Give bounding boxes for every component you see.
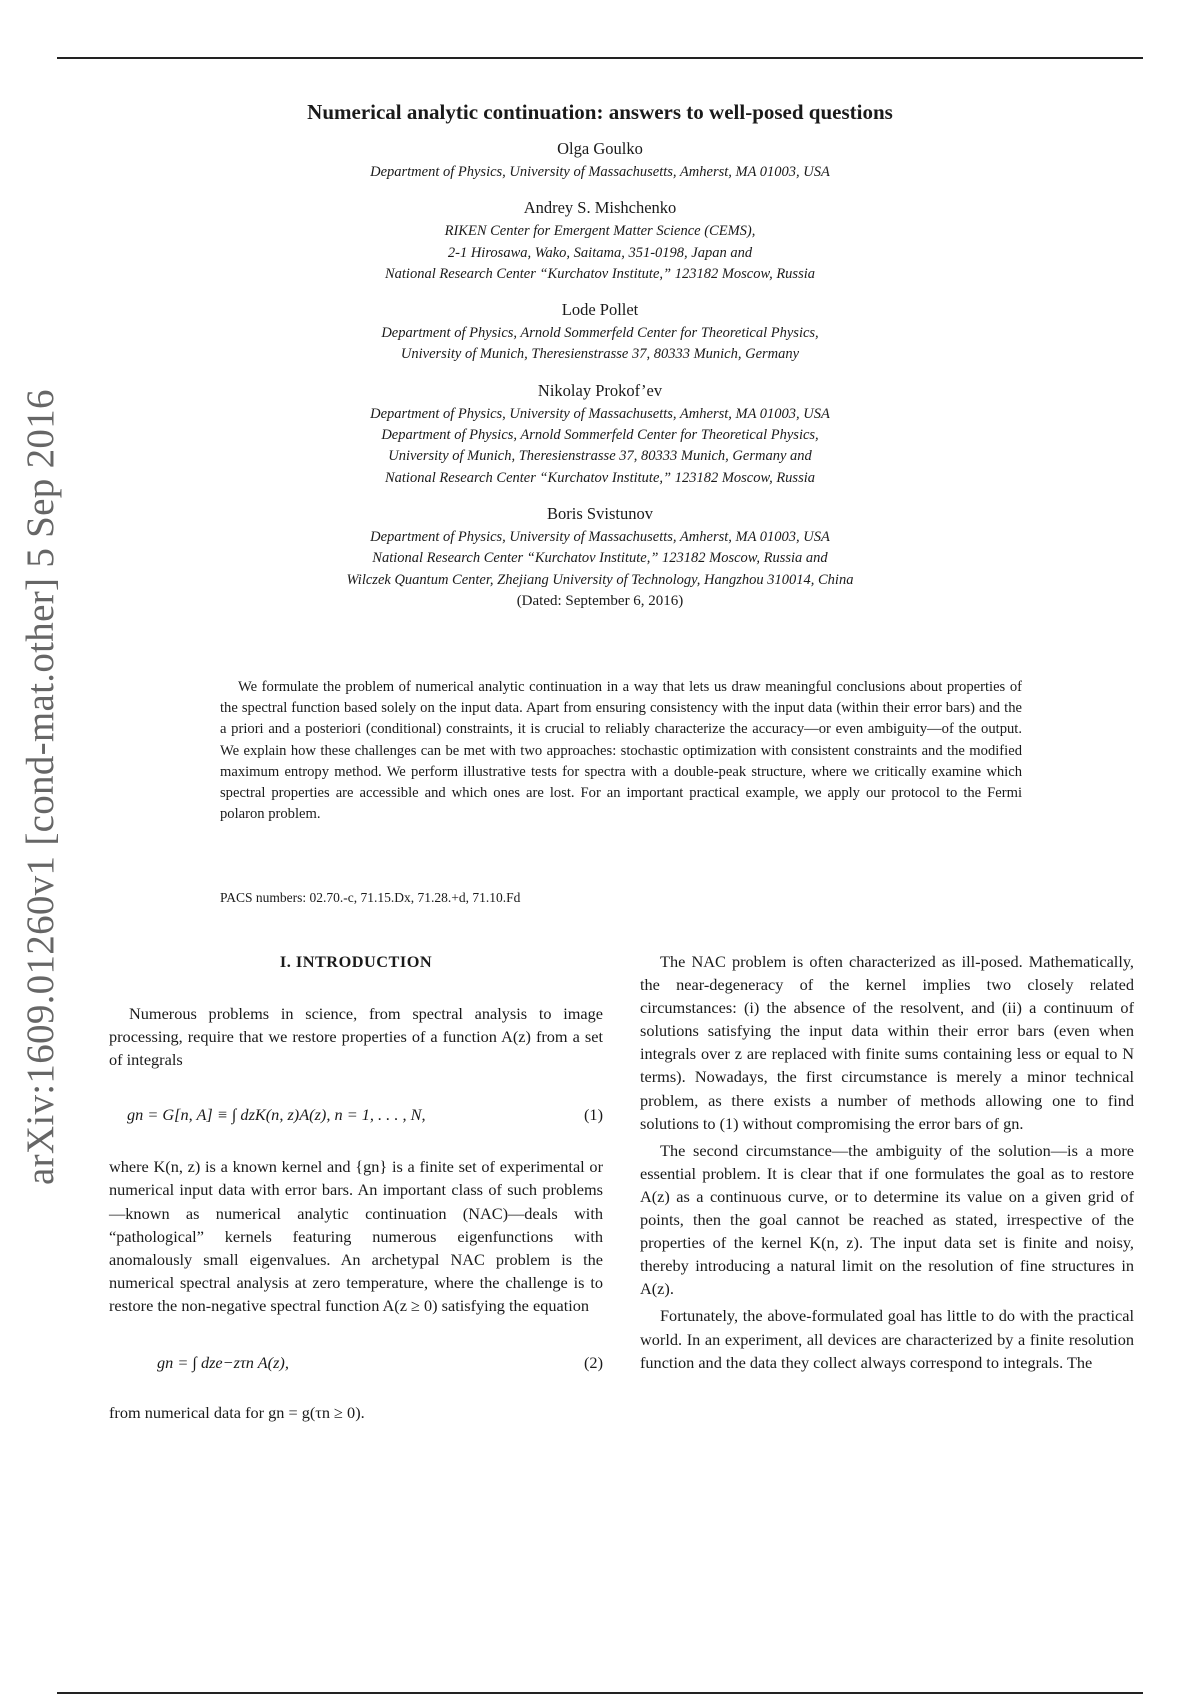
author-affiliation: Department of Physics, University of Massachusetts, Amherst, MA 01003, USA bbox=[370, 528, 830, 545]
front-matter bbox=[150, 100, 1050, 612]
author-affiliation: Department of Physics, University of Massachusetts, Amherst, MA 01003, USA bbox=[370, 164, 830, 180]
date-line: (Dated: September 6, 2016) bbox=[516, 592, 684, 609]
paper-title: Numerical analytic continuation: answers to well-posed questions bbox=[307, 100, 893, 124]
author-name: Nikolay Prokof’ev bbox=[537, 380, 663, 400]
intro-paragraph-right-3: Fortunately, the above-formulated goal has little to do with the practical world. In an experiment, all devices are characterized by a finite resolution function and the data they collect always correspond to integrals. The bbox=[640, 1306, 1134, 1372]
author-affiliation: RIKEN Center for Emergent Matter Science (CEMS), bbox=[444, 223, 756, 240]
author-block bbox=[150, 299, 1050, 366]
author-block bbox=[150, 197, 1050, 285]
author-name: Boris Svistunov bbox=[547, 503, 653, 523]
author-affiliation: Department of Physics, University of Massachusetts, Amherst, MA 01003, USA bbox=[370, 405, 830, 422]
bottom-rule bbox=[57, 1692, 1143, 1694]
author-affiliation: University of Munich, Theresienstrasse 37, 80333 Munich, Germany bbox=[400, 346, 800, 363]
pacs-numbers: PACS numbers: 02.70.-c, 71.15.Dx, 71.28.+d, 71.10.Fd bbox=[220, 890, 521, 905]
equation-1-body: gn = G[n, A] ≡ ∫ dzK(n, z)A(z), n = 1, . . . , N, bbox=[127, 1105, 426, 1125]
left-column bbox=[109, 950, 603, 1424]
author-affiliation: National Research Center “Kurchatov Institute,” 123182 Moscow, Russia bbox=[384, 469, 815, 486]
intro-paragraph-right-2: The second circumstance—the ambiguity of the solution—is a more essential problem. It is clear that if one formulates the goal as to restore A(z) as a continuous curve, or to determine its value on a given grid of points, then the goal cannot be reached as stated, irrespective of the properties of the kernel K(n, z). The input data set is finite and noisy, thereby introducing a natural limit on the resolution of fine structures in A(z). bbox=[640, 1140, 1134, 1299]
author-name: Olga Goulko bbox=[557, 139, 643, 158]
intro-paragraph-3: from numerical data for gn = g(τn ≥ 0). bbox=[109, 1403, 365, 1423]
equation-1 bbox=[109, 1085, 603, 1145]
author-block bbox=[150, 380, 1050, 489]
author-affiliation: National Research Center “Kurchatov Institute,” 123182 Moscow, Russia bbox=[384, 265, 815, 282]
intro-paragraph-2: where K(n, z) is a known kernel and {gn} is a finite set of experimental or numerical input data with error bars. An important class of such problems—known as numerical analytic continuation (NAC)—deals with “pathological” kernels featuring numerous eigenfunctions with anomalously small eigenvalues. An archetypal NAC problem is the numerical spectral analysis at zero temperature, where the challenge is to restore the non-negative spectral function A(z ≥ 0) satisfying the equation bbox=[109, 1157, 603, 1315]
author-name: Lode Pollet bbox=[561, 300, 639, 320]
arxiv-identifier: arXiv:1609.01260v1 [cond-mat.other] 5 Sep 2016 bbox=[19, 389, 62, 1185]
intro-paragraph-1: Numerous problems in science, from spectral analysis to image processing, require that we restore properties of a function A(z) from a set of integrals bbox=[109, 1004, 603, 1070]
author-block bbox=[150, 503, 1050, 591]
author-affiliation: Department of Physics, Arnold Sommerfeld Center for Theoretical Physics, bbox=[381, 325, 819, 342]
author-affiliation: University of Munich, Theresienstrasse 37, 80333 Munich, Germany and bbox=[388, 448, 812, 465]
equation-1-number: (1) bbox=[584, 1105, 603, 1125]
section-heading-introduction: I. INTRODUCTION bbox=[279, 952, 433, 971]
equation-2-number: (2) bbox=[584, 1353, 603, 1373]
author-affiliation: National Research Center “Kurchatov Institute,” 123182 Moscow, Russia and bbox=[372, 550, 828, 567]
equation-2 bbox=[109, 1329, 603, 1393]
author-name: Andrey S. Mishchenko bbox=[523, 198, 677, 218]
top-rule bbox=[57, 57, 1143, 59]
author-list bbox=[150, 138, 1050, 591]
author-affiliation: Department of Physics, Arnold Sommerfeld Center for Theoretical Physics, bbox=[381, 427, 819, 444]
equation-2-body: gn = ∫ dze−zτn A(z), bbox=[157, 1353, 289, 1373]
abstract: We formulate the problem of numerical analytic continuation in a way that lets us draw meaningful conclusions about properties of the spectral function based solely on the input data. Apart from ensuring consistency with the input data (within their error bars) and the a priori and a posteriori (conditional) constraints, it is crucial to reliably characterize the accuracy—or even ambiguity—of the output. We explain how these challenges can be met with two approaches: stochastic optimization with consistent constraints and the modified maximum entropy method. We perform illustrative tests for spectra with a double-peak structure, where we critically examine which spectral properties are accessible and which ones are lost. For an important practical example, we apply our protocol to the Fermi polaron problem. bbox=[220, 679, 1022, 823]
right-column bbox=[640, 950, 1134, 1374]
intro-paragraph-right-1: The NAC problem is often characterized as ill-posed. Mathematically, the near-degeneracy of the kernel implies two closely related circumstances: (i) the absence of the resolvent, and (ii) a continuum of solutions satisfying the input data within their error bars (even when integrals over z are replaced with finite sums containing less or equal to N terms). Nowadays, the first circumstance is merely a minor technical problem, as there exists a number of methods allowing one to find solutions to (1) without compromising the error bars of gn. bbox=[640, 952, 1134, 1133]
author-affiliation: Wilczek Quantum Center, Zhejiang University of Technology, Hangzhou 310014, China bbox=[346, 571, 854, 588]
author-affiliation: 2-1 Hirosawa, Wako, Saitama, 351-0198, Japan and bbox=[447, 244, 753, 261]
author-block bbox=[150, 138, 1050, 183]
